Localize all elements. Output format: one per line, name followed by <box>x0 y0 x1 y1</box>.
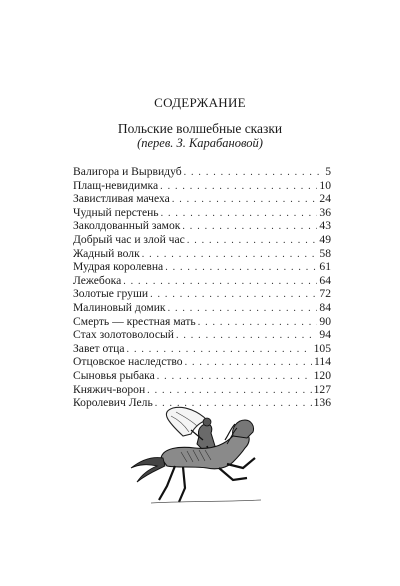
toc-entry[interactable] <box>73 301 331 315</box>
toc-leader-dots <box>182 220 317 234</box>
toc-entry-title: Заколдованный замок <box>73 219 181 233</box>
toc-leader-dots <box>176 329 317 343</box>
toc-entry-title: Мудрая королевна <box>73 260 164 274</box>
toc-entry-page: 49 <box>319 232 331 246</box>
toc-entry-title: Добрый час и злой час <box>73 232 185 246</box>
toc-leader-dots <box>157 370 312 384</box>
toc-entry-title: Отцовское наследство <box>73 355 183 369</box>
toc-entry-title: Лежебока <box>73 273 122 287</box>
toc-entry[interactable] <box>73 342 331 356</box>
horse-rider-illustration <box>121 406 279 506</box>
toc-entry-page: 5 <box>325 165 331 178</box>
toc-entry-page: 136 <box>313 396 331 410</box>
toc-entry-title: Сыновья рыбака <box>73 368 155 382</box>
table-of-contents <box>73 165 331 410</box>
toc-entry-page: 10 <box>319 178 331 192</box>
toc-entry-title: Малиновый домик <box>73 300 166 314</box>
toc-entry-title: Смерть — крестная мать <box>73 314 196 328</box>
toc-entry-page: 84 <box>319 300 331 314</box>
toc-entry-title: Золотые груши <box>73 287 149 301</box>
toc-entry-page: 36 <box>319 205 331 219</box>
toc-leader-dots <box>185 356 312 370</box>
toc-entry-title: Королевич Лель <box>73 396 153 410</box>
toc-leader-dots <box>150 288 317 302</box>
toc-entry[interactable] <box>73 192 331 206</box>
toc-entry-page: 127 <box>313 382 331 396</box>
toc-leader-dots <box>160 180 317 194</box>
toc-entry[interactable] <box>73 287 331 301</box>
toc-entry[interactable] <box>73 355 331 369</box>
toc-entry[interactable] <box>73 219 331 233</box>
section-subtitle: (перев. З. Карабановой) <box>137 136 263 150</box>
toc-entry-title: Княжич-ворон <box>73 382 146 396</box>
toc-leader-dots <box>198 316 318 330</box>
toc-entry-title: Завистливая мачеха <box>73 192 170 206</box>
toc-entry[interactable] <box>73 179 331 193</box>
toc-entry[interactable] <box>73 315 331 329</box>
toc-entry-page: 43 <box>319 219 331 233</box>
toc-leader-dots <box>123 275 317 289</box>
toc-entry[interactable] <box>73 247 331 261</box>
toc-entry-title: Валигора и Вырвидуб <box>73 165 182 178</box>
toc-entry-page: 61 <box>319 260 331 274</box>
toc-entry-page: 105 <box>313 341 331 355</box>
toc-entry[interactable] <box>73 206 331 220</box>
toc-entry[interactable] <box>73 274 331 288</box>
toc-leader-dots <box>184 166 324 180</box>
toc-entry-title: Стах золотоволосый <box>73 328 174 342</box>
toc-entry-page: 58 <box>319 246 331 260</box>
toc-entry-title: Чудный перстень <box>73 205 159 219</box>
section-title: Польские волшебные сказки <box>117 121 283 136</box>
toc-entry[interactable] <box>73 383 331 397</box>
toc-entry[interactable] <box>73 165 331 179</box>
toc-entry-page: 64 <box>319 273 331 287</box>
toc-leader-dots <box>142 248 318 262</box>
toc-leader-dots <box>147 384 311 398</box>
toc-entry-title: Жадный волк <box>73 246 140 260</box>
toc-leader-dots <box>168 302 318 316</box>
toc-entry-page: 72 <box>319 287 331 301</box>
toc-entry-page: 90 <box>319 314 331 328</box>
toc-entry[interactable] <box>73 233 331 247</box>
toc-entry-page: 24 <box>319 192 331 206</box>
toc-leader-dots <box>187 234 318 248</box>
toc-entry-title: Завет отца <box>73 341 125 355</box>
contents-heading: СОДЕРЖАНИЕ <box>154 95 246 110</box>
toc-entry-page: 120 <box>313 368 331 382</box>
toc-leader-dots <box>161 207 318 221</box>
toc-entry[interactable] <box>73 328 331 342</box>
toc-entry-page: 114 <box>314 355 331 369</box>
toc-leader-dots <box>127 343 312 357</box>
toc-entry-page: 94 <box>319 328 331 342</box>
toc-entry-title: Плащ-невидимка <box>73 178 159 192</box>
toc-entry[interactable] <box>73 369 331 383</box>
toc-leader-dots <box>172 193 318 207</box>
toc-entry[interactable] <box>73 260 331 274</box>
toc-leader-dots <box>165 261 317 275</box>
